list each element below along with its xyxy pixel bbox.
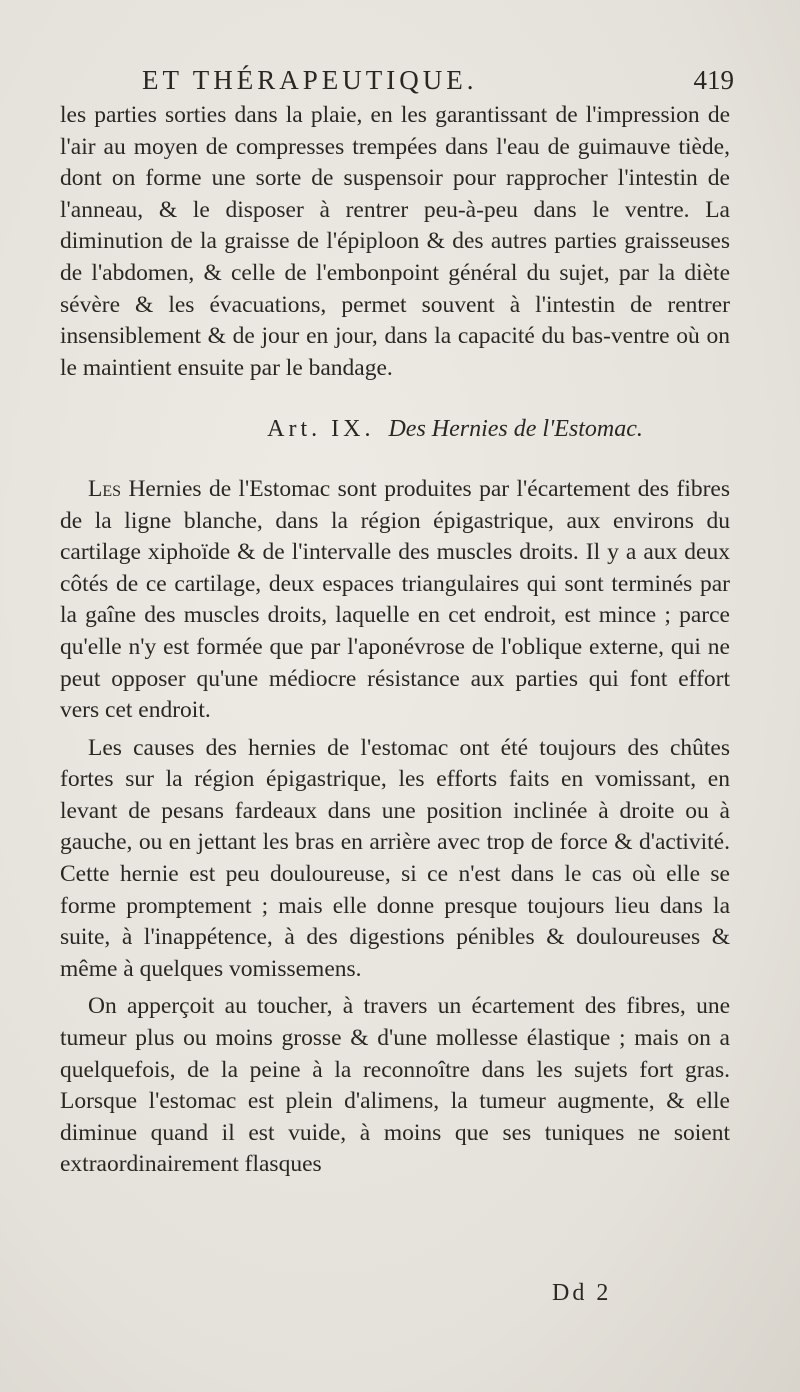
paragraph-hernies-definition (60, 474, 730, 727)
paragraph-causes: Les causes des hernies de l'estomac ont été toujours des chûtes fortes sur la région épigastrique, les efforts faits en vomissant, en levant de pesans fardeaux dans une position inclinée à droite ou à gauche, ou en jettant les bras en arrière avec trop de force & d'activité. Cette hernie est peu douloureuse, si ce n'est dans le cas où elle se forme promptement ; mais elle donne presque toujours lieu dans la suite, à l'inappétence, à des digestions pénibles & douloureuses & même à quelques vomissemens. (60, 734, 730, 982)
paragraph-continued: les parties sorties dans la plaie, en les garantissant de l'impression de l'air au moyen de compresses trempées dans l'eau de guimauve tiède, dont on forme une sorte de suspensoir pour rapprocher l'intestin de l'anneau, & le disposer à rentrer peu-à-peu dans le ventre. La diminution de la graisse de l'épiploon & des autres parties graisseuses de l'abdomen, & celle de l'embonpoint général du sujet, par la diète sévère & les évacuations, permet souvent à l'intestin de rentrer insensiblement & de jour en jour, dans la capacité du bas-ventre où on le maintient ensuite par le bandage. (60, 102, 730, 381)
signature-mark: Dd 2 (552, 1280, 612, 1306)
running-title: ET THÉRAPEUTIQUE. (142, 65, 478, 95)
section-heading (60, 414, 730, 446)
paragraph-lead-word: Les (88, 475, 122, 502)
body-text (60, 100, 730, 1181)
paragraph-diagnosis: On apperçoit au toucher, à travers un écartement des fibres, une tumeur plus ou moins grosse & d'une mollesse élastique ; mais on a quelquefois, de la peine à la reconnoître dans les sujets fort gras. Lorsque l'estomac est plein d'alimens, la tumeur augmente, & elle diminue quand il est vuide, à moins que ses tuniques ne soient extraordinairement flasques (60, 993, 730, 1178)
section-title: Des Hernies de l'Estomac. (388, 416, 643, 443)
paragraph-text: Hernies de l'Estomac sont produites par l'écartement des fibres de la ligne blanche, dans la région épigastrique, aux environs du cartilage xiphoïde & de l'intervalle des muscles droits. Il y a aux deux côtés de ce cartilage, deux espaces triangulaires qui sont terminés par la gaîne des muscles droits, laquelle en cet endroit, est mince ; parce qu'elle n'y est formée que par l'aponévrose de l'oblique externe, qui ne peut opposer qu'une médiocre résistance aux parties qui font effort vers cet endroit. (60, 475, 730, 724)
article-number: Art. IX. (267, 416, 375, 443)
page-number: 419 (693, 65, 734, 95)
running-head (60, 60, 740, 100)
